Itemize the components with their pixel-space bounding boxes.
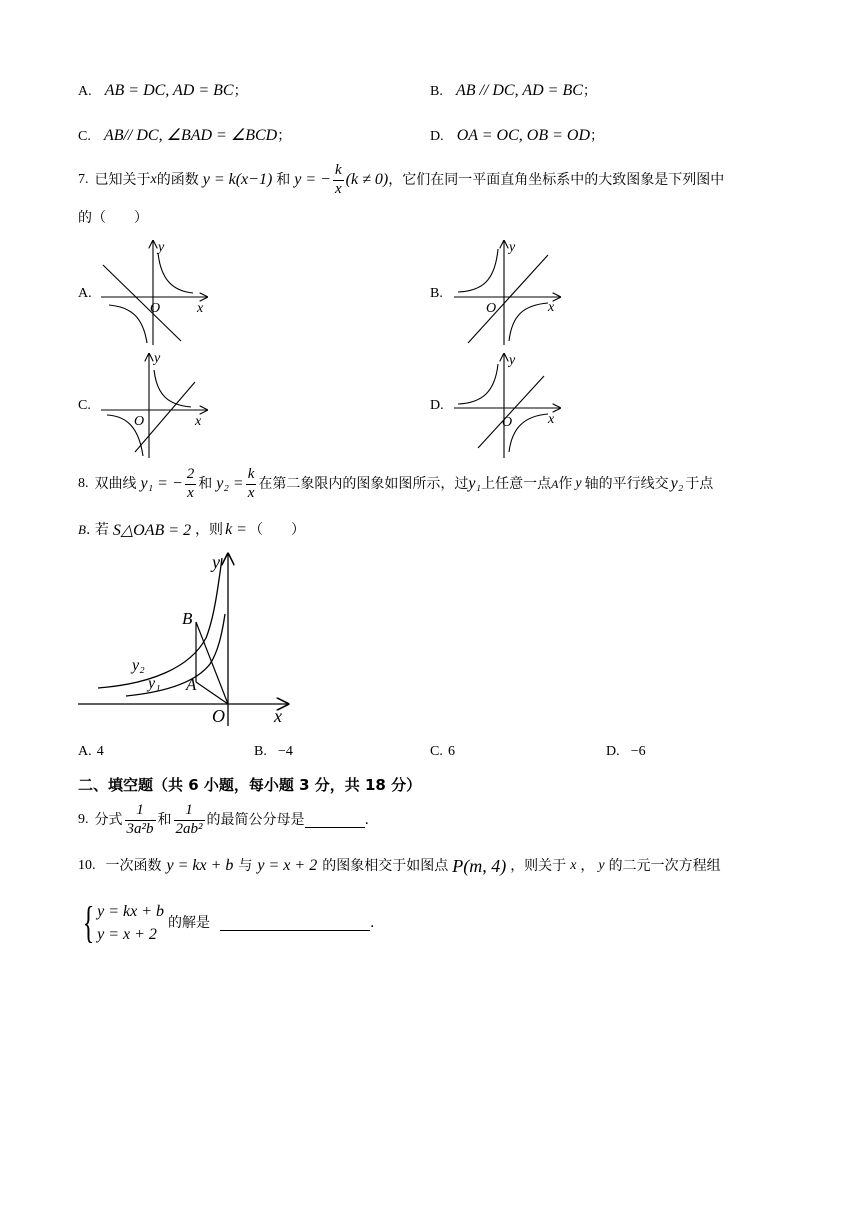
- option-value: 6: [447, 744, 455, 759]
- q8-y-axis-ref: y: [575, 476, 582, 491]
- q10-equation-system: [78, 898, 374, 948]
- q7-option-a-label: A.: [78, 286, 92, 301]
- q7-text: 的函数: [156, 172, 199, 188]
- q7-var-x: x: [150, 172, 157, 187]
- x-axis-label: x: [548, 412, 555, 427]
- q8-text: 于点: [685, 476, 714, 492]
- q6-option-c: [78, 125, 291, 145]
- q10-var-y: y: [598, 858, 605, 873]
- q9-text: .: [364, 812, 369, 828]
- fraction-numerator: 2: [186, 465, 195, 482]
- q8-point-b: B: [78, 522, 86, 537]
- q8-text: . 若: [85, 522, 109, 538]
- q8-stem-line2: [78, 518, 305, 542]
- q6-option-d: [430, 125, 604, 145]
- q7-function-1: y = k(x−1): [202, 171, 273, 188]
- fraction-numerator: 1: [136, 801, 144, 818]
- system-brace: {: [82, 898, 95, 947]
- q9-stem: [78, 800, 369, 840]
- q10-text: ，: [580, 858, 595, 874]
- q8-y1-fraction: [185, 467, 197, 502]
- q10-text: 的图象相交于如图点: [322, 858, 449, 874]
- hyperbola-branch: [458, 364, 498, 404]
- q7-graph-c: [95, 348, 215, 460]
- q7-stem-line2: 的（ ）: [78, 210, 148, 226]
- hyperbola-branch: [458, 249, 498, 292]
- option-letter: B.: [430, 84, 443, 99]
- answer-blank[interactable]: [305, 813, 365, 828]
- q9-fraction-2: [174, 803, 205, 838]
- q10-text: 与: [238, 858, 253, 874]
- q10-text: 一次函数: [105, 858, 162, 874]
- q6-option-a: [78, 80, 248, 100]
- point-a-label: A: [186, 675, 197, 694]
- option-letter: D.: [430, 129, 444, 144]
- hyperbola-branch: [509, 414, 548, 452]
- option-expression: AB = DC, AD = BC: [104, 82, 234, 99]
- q8-y1-ref: y₁: [468, 475, 482, 492]
- q8-text: ，则: [195, 522, 224, 538]
- y-axis-label: y: [154, 351, 161, 366]
- q9-fraction-1: [125, 803, 156, 838]
- y1-label: y₁: [148, 675, 161, 692]
- q7-condition: (k ≠ 0): [345, 171, 389, 188]
- hyperbola-branch: [509, 303, 548, 341]
- option-value: 4: [96, 744, 104, 759]
- hyperbola-branch: [154, 370, 191, 407]
- q10-function-1: y = kx + b: [166, 857, 234, 874]
- point-b-label: B: [182, 609, 193, 628]
- origin-label: O: [502, 415, 513, 430]
- origin-label: O: [134, 414, 145, 429]
- q8-text: 在第二象限内的图象如图所示，过: [258, 476, 469, 492]
- y-axis-label: y: [509, 353, 516, 368]
- question-number: 8.: [78, 476, 89, 491]
- option-letter: B.: [254, 744, 267, 759]
- q10-text: 的解是: [168, 915, 211, 931]
- q8-area-condition: S△OAB = 2: [112, 522, 192, 539]
- q6-option-b: [430, 80, 597, 100]
- q10-text: .: [370, 915, 375, 931]
- q8-text: 上任意一点: [481, 476, 552, 492]
- question-number: 10.: [78, 858, 96, 873]
- option-letter: C.: [78, 129, 91, 144]
- x-axis-label: x: [548, 300, 555, 315]
- q8-option-d: [606, 740, 646, 760]
- q7-graph-d: [448, 348, 568, 460]
- q8-text: 轴的平行线交: [584, 476, 669, 492]
- section-title: 二、填空题（共 6 小题，每小题 3 分，共 18 分）: [78, 776, 422, 794]
- q10-stem-line1: [78, 852, 721, 880]
- q7-text: ，它们在同一平面直角坐标系中的大致图象是下列图中: [388, 172, 725, 188]
- q9-text: 的最简公分母是: [206, 812, 305, 828]
- hyperbola-branch: [158, 253, 193, 293]
- q8-point-a: A: [551, 476, 559, 491]
- segment-ob: [196, 622, 228, 704]
- origin-label: O: [212, 706, 225, 726]
- origin-label: O: [150, 301, 161, 316]
- q8-text: （ ）: [248, 522, 305, 538]
- option-letter: A.: [78, 744, 92, 759]
- system-equation-2: y = x + 2: [97, 926, 157, 943]
- q8-figure: [70, 548, 300, 728]
- q8-option-a: [78, 740, 104, 760]
- y-axis-label: y: [158, 240, 165, 255]
- q7-option-b-label: B.: [430, 286, 443, 301]
- q8-y1-lhs: y₁ = −: [140, 475, 183, 492]
- option-expression: AB // DC, AD = BC: [455, 82, 583, 99]
- q8-k-question: k =: [225, 521, 247, 538]
- fraction-numerator: k: [247, 465, 255, 482]
- fraction-denominator: 2ab²: [175, 820, 203, 837]
- answer-blank[interactable]: [220, 916, 370, 931]
- hyperbola-branch: [109, 305, 147, 343]
- y2-curve: [98, 558, 222, 688]
- linear-function-line: [103, 265, 181, 341]
- q8-y2-lhs: y₂ =: [216, 475, 244, 492]
- q8-y2-fraction: [246, 467, 257, 502]
- fraction-denominator: x: [247, 484, 255, 501]
- fraction-denominator: x: [187, 484, 194, 501]
- option-tail: ；: [277, 128, 292, 144]
- q7-text: 和: [276, 172, 291, 188]
- q7-graph-b: [448, 235, 568, 347]
- option-expression: OA = OC, OB = OD: [456, 127, 591, 144]
- option-expression: AB// DC, ∠BAD = ∠BCD: [103, 127, 278, 144]
- option-letter: C.: [430, 744, 443, 759]
- origin-label: O: [486, 301, 497, 316]
- q8-option-b: [254, 740, 293, 760]
- q10-text: 的二元一次方程组: [608, 858, 721, 874]
- x-axis-label: x: [195, 414, 202, 429]
- q8-y2-ref: y₂: [670, 475, 684, 492]
- y-axis-label: y: [509, 240, 516, 255]
- fraction-denominator: x: [334, 180, 342, 197]
- option-value: −6: [630, 744, 646, 759]
- q7-option-c-label: C.: [78, 398, 91, 413]
- linear-function-line: [468, 255, 548, 343]
- option-letter: A.: [78, 84, 92, 99]
- option-tail: ；: [582, 83, 597, 99]
- q10-text: ，则关于: [510, 858, 567, 874]
- fraction-numerator: k: [334, 161, 342, 178]
- option-value: −4: [277, 744, 293, 759]
- q8-text: 双曲线: [94, 476, 137, 492]
- q8-stem-line1: [78, 462, 713, 506]
- q7-function-2-lhs: y = −: [294, 171, 331, 188]
- x-axis-label: x: [197, 301, 204, 316]
- q8-text: 和: [198, 476, 213, 492]
- q10-var-x: x: [570, 858, 577, 873]
- q7-text: 已知关于: [94, 172, 151, 188]
- y2-label: y₂: [132, 657, 145, 674]
- option-letter: D.: [606, 744, 620, 759]
- system-equation-1: y = kx + b: [97, 902, 165, 920]
- q7-option-d-label: D.: [430, 398, 444, 413]
- linear-function-line: [478, 376, 544, 448]
- q10-function-2: y = x + 2: [257, 857, 318, 874]
- y-axis-label: y: [212, 552, 220, 572]
- question-number: 7.: [78, 172, 89, 187]
- q9-text: 和: [157, 812, 172, 828]
- option-tail: ；: [590, 128, 605, 144]
- q8-option-c: [430, 740, 455, 760]
- q7-graph-a: [95, 235, 215, 347]
- fraction-denominator: 3a²b: [126, 820, 154, 837]
- question-number: 9.: [78, 812, 89, 827]
- q7-stem-line1: [78, 160, 724, 200]
- q9-text: 分式: [94, 812, 123, 828]
- fraction-numerator: 1: [185, 801, 193, 818]
- q7-function-2-fraction: [333, 163, 344, 198]
- q10-point-p: P(m, 4): [452, 855, 507, 876]
- q8-text: 作: [558, 476, 573, 492]
- option-tail: ；: [233, 83, 248, 99]
- x-axis-label: x: [274, 706, 282, 726]
